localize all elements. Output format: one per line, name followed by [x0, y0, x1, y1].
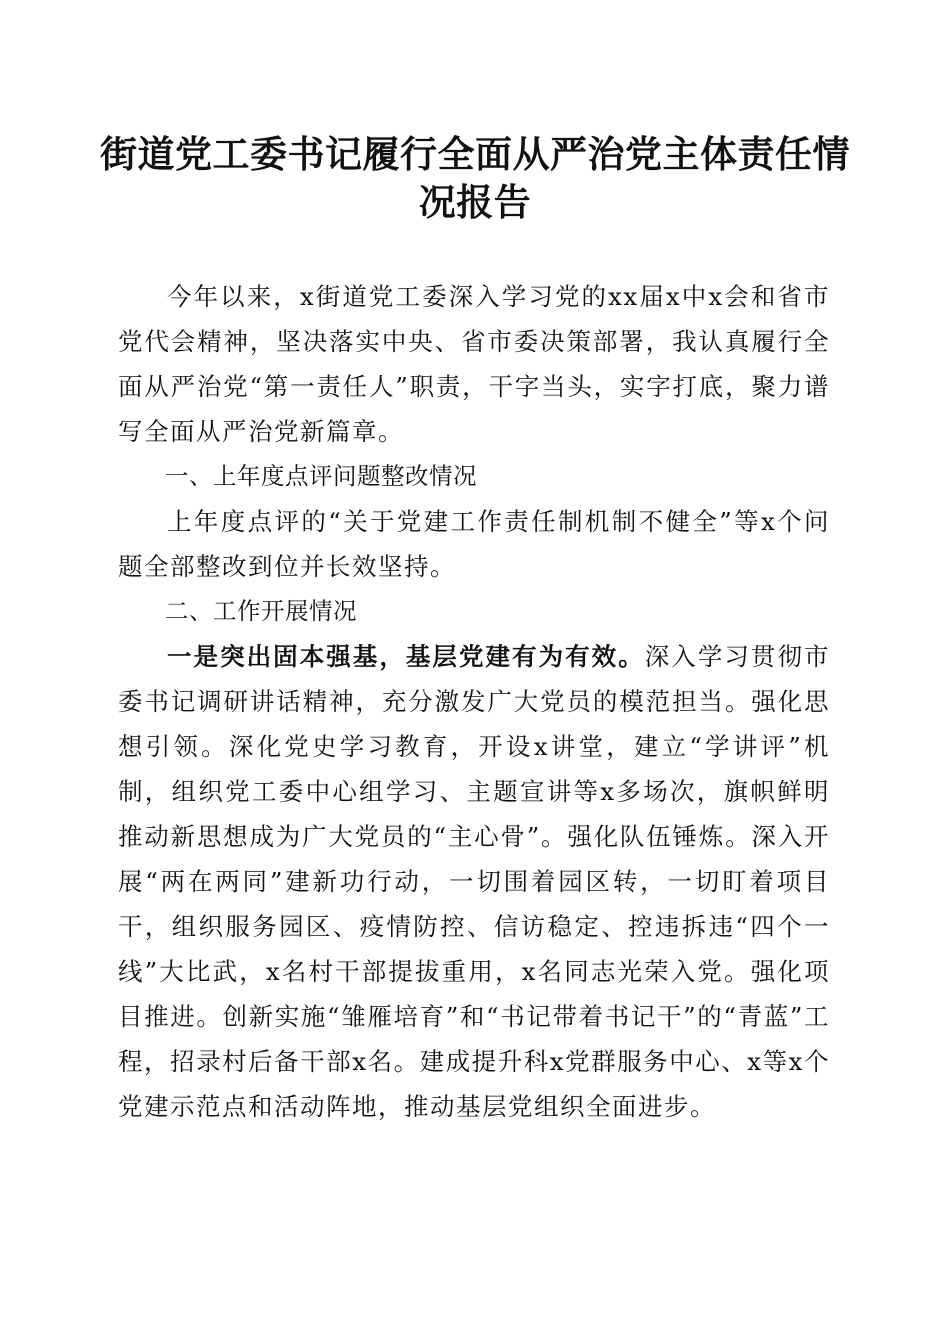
- section-2-body-text: 深入学习贯彻市委书记调研讲话精神，充分激发广大党员的模范担当。强化思想引领。深化党史学习教育，开设x讲堂，建立“学讲评”机制，组织党工委中心组学习、主题宣讲等x多场次，旗帜鲜明推动新思想成为广大党员的“主心骨”。强化队伍锤炼。深入开展“两在两同”建新功行动，一切围着园区转，一切盯着项目干，组织服务园区、疫情防控、信访稳定、控违拆违“四个一线”大比武，x名村干部提拔重用，x名同志光荣入党。强化项目推进。创新实施“雏雁培育”和“书记带着书记干”的“青蓝”工程，招录村后备干部x名。建成提升科x党群服务中心、x等x个党建示范点和活动阵地，推动基层党组织全面进步。: [118, 642, 830, 1121]
- document-title: 街道党工委书记履行全面从严治党主体责任情况报告: [100, 132, 850, 224]
- section-1-paragraph: 上年度点评的“关于党建工作责任制机制不健全”等x个问题全部整改到位并长效坚持。: [118, 507, 830, 581]
- section-heading-2: 二、工作开展情况: [165, 597, 357, 625]
- document-body: [118, 274, 830, 1129]
- intro-paragraph: 今年以来，x街道党工委深入学习党的xx届x中x会和省市党代会精神，坚决落实中央、省市委决策部署，我认真履行全面从严治党“第一责任人”职责，干字当头，实字打底，聚力谱写全面从严治党新篇章。: [118, 282, 830, 446]
- section-heading-1: 一、上年度点评问题整改情况: [165, 462, 477, 490]
- section-2-lead-sentence: 一是突出固本强基，基层党建有为有效。: [167, 642, 645, 671]
- section-2-paragraph: [118, 634, 830, 1129]
